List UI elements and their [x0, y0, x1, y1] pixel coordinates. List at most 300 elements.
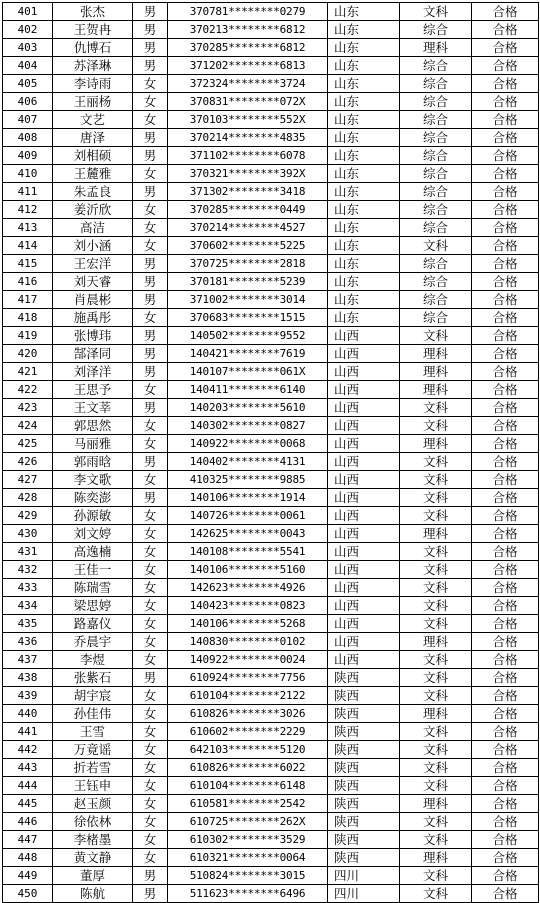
table-row — [3, 597, 539, 615]
cell-result: 合格 — [472, 723, 539, 741]
cell-result: 合格 — [472, 579, 539, 597]
cell-name: 路嘉仪 — [53, 615, 133, 633]
cell-province: 山西 — [328, 435, 400, 453]
cell-name: 赵玉颜 — [53, 795, 133, 813]
cell-result: 合格 — [472, 57, 539, 75]
cell-province: 山西 — [328, 651, 400, 669]
table-row — [3, 147, 539, 165]
cell-subject: 文科 — [400, 831, 472, 849]
cell-row-number: 409 — [3, 147, 53, 165]
cell-province: 陕西 — [328, 741, 400, 759]
table-row — [3, 813, 539, 831]
cell-row-number: 442 — [3, 741, 53, 759]
cell-province: 山东 — [328, 57, 400, 75]
cell-result: 合格 — [472, 507, 539, 525]
cell-gender: 男 — [133, 39, 168, 57]
cell-subject: 文科 — [400, 417, 472, 435]
cell-row-number: 416 — [3, 273, 53, 291]
table-row — [3, 327, 539, 345]
cell-result: 合格 — [472, 201, 539, 219]
cell-province: 山西 — [328, 381, 400, 399]
table-row — [3, 3, 539, 21]
cell-subject: 文科 — [400, 885, 472, 903]
cell-name: 李楮墨 — [53, 831, 133, 849]
cell-name: 董厚 — [53, 867, 133, 885]
cell-id-number: 140302********0827 — [168, 417, 328, 435]
cell-row-number: 412 — [3, 201, 53, 219]
cell-row-number: 427 — [3, 471, 53, 489]
cell-name: 徐依林 — [53, 813, 133, 831]
cell-subject: 理科 — [400, 345, 472, 363]
cell-id-number: 370214********4835 — [168, 129, 328, 147]
cell-gender: 女 — [133, 309, 168, 327]
cell-row-number: 430 — [3, 525, 53, 543]
cell-result: 合格 — [472, 471, 539, 489]
cell-row-number: 438 — [3, 669, 53, 687]
cell-name: 马丽雅 — [53, 435, 133, 453]
cell-gender: 女 — [133, 381, 168, 399]
cell-province: 山西 — [328, 363, 400, 381]
cell-result: 合格 — [472, 399, 539, 417]
cell-province: 山西 — [328, 543, 400, 561]
cell-province: 山东 — [328, 309, 400, 327]
cell-subject: 文科 — [400, 741, 472, 759]
table-row — [3, 579, 539, 597]
cell-subject: 综合 — [400, 21, 472, 39]
cell-subject: 综合 — [400, 75, 472, 93]
cell-id-number: 610725********262X — [168, 813, 328, 831]
cell-subject: 文科 — [400, 453, 472, 471]
cell-row-number: 404 — [3, 57, 53, 75]
cell-id-number: 511623********6496 — [168, 885, 328, 903]
table-row — [3, 129, 539, 147]
cell-name: 苏泽琳 — [53, 57, 133, 75]
cell-id-number: 370781********0279 — [168, 3, 328, 21]
cell-subject: 文科 — [400, 471, 472, 489]
cell-result: 合格 — [472, 705, 539, 723]
cell-subject: 理科 — [400, 849, 472, 867]
cell-name: 陈瑞雪 — [53, 579, 133, 597]
cell-id-number: 140726********0061 — [168, 507, 328, 525]
cell-gender: 女 — [133, 705, 168, 723]
cell-gender: 女 — [133, 831, 168, 849]
table-row — [3, 93, 539, 111]
cell-id-number: 371102********6078 — [168, 147, 328, 165]
cell-row-number: 403 — [3, 39, 53, 57]
cell-result: 合格 — [472, 885, 539, 903]
cell-subject: 综合 — [400, 273, 472, 291]
cell-province: 山东 — [328, 111, 400, 129]
cell-result: 合格 — [472, 795, 539, 813]
cell-subject: 理科 — [400, 39, 472, 57]
cell-gender: 女 — [133, 561, 168, 579]
cell-id-number: 140423********0823 — [168, 597, 328, 615]
cell-gender: 男 — [133, 3, 168, 21]
cell-subject: 文科 — [400, 237, 472, 255]
cell-gender: 男 — [133, 21, 168, 39]
cell-result: 合格 — [472, 453, 539, 471]
cell-result: 合格 — [472, 147, 539, 165]
cell-name: 陈航 — [53, 885, 133, 903]
table-row — [3, 381, 539, 399]
cell-name: 王钰申 — [53, 777, 133, 795]
cell-row-number: 422 — [3, 381, 53, 399]
cell-row-number: 433 — [3, 579, 53, 597]
cell-name: 刘文婷 — [53, 525, 133, 543]
cell-name: 李煜 — [53, 651, 133, 669]
table-row — [3, 507, 539, 525]
cell-result: 合格 — [472, 237, 539, 255]
cell-id-number: 610302********3529 — [168, 831, 328, 849]
cell-id-number: 140421********7619 — [168, 345, 328, 363]
cell-province: 陕西 — [328, 687, 400, 705]
cell-name: 陈奕澎 — [53, 489, 133, 507]
cell-gender: 女 — [133, 687, 168, 705]
cell-subject: 综合 — [400, 57, 472, 75]
cell-subject: 文科 — [400, 561, 472, 579]
cell-subject: 文科 — [400, 777, 472, 795]
table-row — [3, 219, 539, 237]
cell-id-number: 372324********3724 — [168, 75, 328, 93]
table-row — [3, 777, 539, 795]
cell-name: 王雪 — [53, 723, 133, 741]
cell-subject: 文科 — [400, 579, 472, 597]
cell-id-number: 370103********552X — [168, 111, 328, 129]
cell-subject: 理科 — [400, 795, 472, 813]
student-table — [2, 2, 539, 903]
cell-row-number: 414 — [3, 237, 53, 255]
cell-gender: 男 — [133, 453, 168, 471]
table-row — [3, 165, 539, 183]
cell-gender: 女 — [133, 93, 168, 111]
cell-row-number: 424 — [3, 417, 53, 435]
cell-subject: 文科 — [400, 543, 472, 561]
cell-gender: 女 — [133, 165, 168, 183]
cell-name: 朱孟良 — [53, 183, 133, 201]
cell-id-number: 140402********4131 — [168, 453, 328, 471]
cell-row-number: 425 — [3, 435, 53, 453]
cell-name: 孙佳伟 — [53, 705, 133, 723]
cell-province: 山东 — [328, 237, 400, 255]
cell-name: 胡宇宸 — [53, 687, 133, 705]
cell-result: 合格 — [472, 327, 539, 345]
cell-row-number: 445 — [3, 795, 53, 813]
cell-name: 肖晨彬 — [53, 291, 133, 309]
cell-province: 山东 — [328, 183, 400, 201]
table-row — [3, 57, 539, 75]
cell-row-number: 435 — [3, 615, 53, 633]
cell-id-number: 610924********7756 — [168, 669, 328, 687]
cell-province: 陕西 — [328, 849, 400, 867]
cell-province: 山西 — [328, 327, 400, 345]
cell-row-number: 413 — [3, 219, 53, 237]
cell-gender: 女 — [133, 75, 168, 93]
cell-name: 刘小涵 — [53, 237, 133, 255]
cell-name: 郜泽同 — [53, 345, 133, 363]
cell-id-number: 610104********2122 — [168, 687, 328, 705]
cell-result: 合格 — [472, 291, 539, 309]
cell-gender: 男 — [133, 885, 168, 903]
cell-gender: 女 — [133, 723, 168, 741]
cell-subject: 文科 — [400, 3, 472, 21]
table-row — [3, 849, 539, 867]
cell-result: 合格 — [472, 525, 539, 543]
cell-name: 李文歌 — [53, 471, 133, 489]
table-row — [3, 201, 539, 219]
cell-id-number: 140108********5541 — [168, 543, 328, 561]
cell-province: 山东 — [328, 129, 400, 147]
cell-gender: 女 — [133, 813, 168, 831]
cell-result: 合格 — [472, 615, 539, 633]
cell-row-number: 448 — [3, 849, 53, 867]
table-row — [3, 723, 539, 741]
cell-gender: 女 — [133, 597, 168, 615]
cell-result: 合格 — [472, 3, 539, 21]
cell-subject: 文科 — [400, 759, 472, 777]
cell-row-number: 417 — [3, 291, 53, 309]
table-row — [3, 525, 539, 543]
table-row — [3, 255, 539, 273]
table-row — [3, 867, 539, 885]
cell-subject: 综合 — [400, 309, 472, 327]
cell-row-number: 420 — [3, 345, 53, 363]
cell-id-number: 610581********2542 — [168, 795, 328, 813]
cell-id-number: 140411********6140 — [168, 381, 328, 399]
table-row — [3, 309, 539, 327]
table-row — [3, 669, 539, 687]
cell-result: 合格 — [472, 129, 539, 147]
table-row — [3, 633, 539, 651]
table-body — [3, 3, 539, 903]
cell-province: 陕西 — [328, 813, 400, 831]
cell-row-number: 431 — [3, 543, 53, 561]
table-row — [3, 561, 539, 579]
cell-name: 王丽杨 — [53, 93, 133, 111]
cell-province: 山东 — [328, 165, 400, 183]
cell-name: 张博玮 — [53, 327, 133, 345]
cell-subject: 理科 — [400, 633, 472, 651]
cell-gender: 女 — [133, 435, 168, 453]
cell-subject: 理科 — [400, 435, 472, 453]
cell-province: 山东 — [328, 147, 400, 165]
cell-subject: 文科 — [400, 867, 472, 885]
cell-result: 合格 — [472, 777, 539, 795]
cell-gender: 女 — [133, 417, 168, 435]
cell-subject: 综合 — [400, 111, 472, 129]
table-row — [3, 795, 539, 813]
table-row — [3, 741, 539, 759]
cell-row-number: 405 — [3, 75, 53, 93]
cell-subject: 文科 — [400, 399, 472, 417]
cell-province: 山西 — [328, 633, 400, 651]
cell-row-number: 423 — [3, 399, 53, 417]
cell-name: 王贺冉 — [53, 21, 133, 39]
cell-id-number: 140107********061X — [168, 363, 328, 381]
cell-gender: 男 — [133, 669, 168, 687]
cell-name: 姜沂欣 — [53, 201, 133, 219]
cell-gender: 女 — [133, 507, 168, 525]
cell-result: 合格 — [472, 561, 539, 579]
cell-province: 山西 — [328, 615, 400, 633]
cell-province: 山西 — [328, 525, 400, 543]
cell-province: 陕西 — [328, 669, 400, 687]
cell-subject: 文科 — [400, 507, 472, 525]
cell-gender: 女 — [133, 525, 168, 543]
cell-id-number: 610602********2229 — [168, 723, 328, 741]
cell-result: 合格 — [472, 687, 539, 705]
cell-name: 孙源敏 — [53, 507, 133, 525]
cell-name: 刘相硕 — [53, 147, 133, 165]
cell-row-number: 411 — [3, 183, 53, 201]
cell-province: 山东 — [328, 93, 400, 111]
cell-row-number: 444 — [3, 777, 53, 795]
cell-name: 王思予 — [53, 381, 133, 399]
cell-name: 王文莘 — [53, 399, 133, 417]
cell-row-number: 450 — [3, 885, 53, 903]
cell-province: 陕西 — [328, 777, 400, 795]
cell-result: 合格 — [472, 219, 539, 237]
cell-name: 郭雨晗 — [53, 453, 133, 471]
cell-id-number: 610321********0064 — [168, 849, 328, 867]
cell-name: 高逸楠 — [53, 543, 133, 561]
cell-result: 合格 — [472, 345, 539, 363]
cell-result: 合格 — [472, 165, 539, 183]
cell-id-number: 370213********6812 — [168, 21, 328, 39]
cell-id-number: 140106********5268 — [168, 615, 328, 633]
cell-province: 山西 — [328, 417, 400, 435]
cell-result: 合格 — [472, 93, 539, 111]
cell-province: 山东 — [328, 291, 400, 309]
cell-gender: 男 — [133, 273, 168, 291]
table-row — [3, 453, 539, 471]
cell-province: 山西 — [328, 345, 400, 363]
table-row — [3, 363, 539, 381]
cell-subject: 文科 — [400, 687, 472, 705]
cell-id-number: 410325********9885 — [168, 471, 328, 489]
cell-row-number: 428 — [3, 489, 53, 507]
cell-name: 施禹彤 — [53, 309, 133, 327]
cell-result: 合格 — [472, 363, 539, 381]
cell-name: 仇博石 — [53, 39, 133, 57]
cell-result: 合格 — [472, 831, 539, 849]
cell-result: 合格 — [472, 39, 539, 57]
cell-row-number: 421 — [3, 363, 53, 381]
table-row — [3, 435, 539, 453]
cell-name: 万竟谣 — [53, 741, 133, 759]
table-row — [3, 75, 539, 93]
cell-id-number: 370725********2818 — [168, 255, 328, 273]
cell-id-number: 370831********072X — [168, 93, 328, 111]
cell-province: 山东 — [328, 39, 400, 57]
cell-row-number: 443 — [3, 759, 53, 777]
cell-result: 合格 — [472, 75, 539, 93]
cell-id-number: 370321********392X — [168, 165, 328, 183]
cell-id-number: 370683********1515 — [168, 309, 328, 327]
cell-gender: 女 — [133, 237, 168, 255]
cell-name: 刘泽洋 — [53, 363, 133, 381]
table-row — [3, 237, 539, 255]
cell-row-number: 446 — [3, 813, 53, 831]
cell-id-number: 370602********5225 — [168, 237, 328, 255]
cell-id-number: 140922********0024 — [168, 651, 328, 669]
cell-province: 山东 — [328, 201, 400, 219]
cell-province: 山西 — [328, 579, 400, 597]
cell-subject: 综合 — [400, 201, 472, 219]
cell-gender: 女 — [133, 795, 168, 813]
cell-id-number: 140203********5610 — [168, 399, 328, 417]
table-row — [3, 273, 539, 291]
cell-row-number: 439 — [3, 687, 53, 705]
cell-row-number: 441 — [3, 723, 53, 741]
cell-id-number: 140922********0068 — [168, 435, 328, 453]
cell-province: 山东 — [328, 273, 400, 291]
cell-subject: 文科 — [400, 327, 472, 345]
cell-subject: 文科 — [400, 651, 472, 669]
cell-name: 梁思婷 — [53, 597, 133, 615]
cell-name: 刘天睿 — [53, 273, 133, 291]
cell-gender: 男 — [133, 489, 168, 507]
cell-id-number: 510824********3015 — [168, 867, 328, 885]
table-row — [3, 651, 539, 669]
cell-id-number: 142623********4926 — [168, 579, 328, 597]
cell-name: 乔晨宇 — [53, 633, 133, 651]
cell-gender: 女 — [133, 615, 168, 633]
cell-province: 陕西 — [328, 705, 400, 723]
table-row — [3, 471, 539, 489]
cell-subject: 综合 — [400, 291, 472, 309]
cell-province: 山东 — [328, 255, 400, 273]
cell-name: 李诗雨 — [53, 75, 133, 93]
cell-row-number: 406 — [3, 93, 53, 111]
cell-result: 合格 — [472, 111, 539, 129]
cell-subject: 理科 — [400, 363, 472, 381]
cell-id-number: 140106********1914 — [168, 489, 328, 507]
cell-id-number: 642103********5120 — [168, 741, 328, 759]
table-row — [3, 39, 539, 57]
cell-row-number: 434 — [3, 597, 53, 615]
cell-result: 合格 — [472, 255, 539, 273]
cell-row-number: 407 — [3, 111, 53, 129]
cell-name: 折若雪 — [53, 759, 133, 777]
cell-name: 王麓雅 — [53, 165, 133, 183]
cell-gender: 女 — [133, 543, 168, 561]
cell-id-number: 610826********3026 — [168, 705, 328, 723]
cell-result: 合格 — [472, 309, 539, 327]
cell-id-number: 370285********6812 — [168, 39, 328, 57]
cell-gender: 女 — [133, 201, 168, 219]
cell-name: 郭思然 — [53, 417, 133, 435]
cell-subject: 综合 — [400, 147, 472, 165]
cell-province: 山西 — [328, 489, 400, 507]
cell-row-number: 429 — [3, 507, 53, 525]
cell-subject: 综合 — [400, 255, 472, 273]
cell-result: 合格 — [472, 435, 539, 453]
cell-row-number: 449 — [3, 867, 53, 885]
cell-row-number: 436 — [3, 633, 53, 651]
cell-result: 合格 — [472, 417, 539, 435]
table-row — [3, 543, 539, 561]
cell-gender: 女 — [133, 651, 168, 669]
cell-row-number: 402 — [3, 21, 53, 39]
cell-province: 山东 — [328, 219, 400, 237]
cell-gender: 女 — [133, 471, 168, 489]
table-row — [3, 21, 539, 39]
cell-province: 山西 — [328, 507, 400, 525]
cell-result: 合格 — [472, 273, 539, 291]
cell-subject: 文科 — [400, 723, 472, 741]
cell-subject: 综合 — [400, 129, 472, 147]
cell-province: 山西 — [328, 453, 400, 471]
